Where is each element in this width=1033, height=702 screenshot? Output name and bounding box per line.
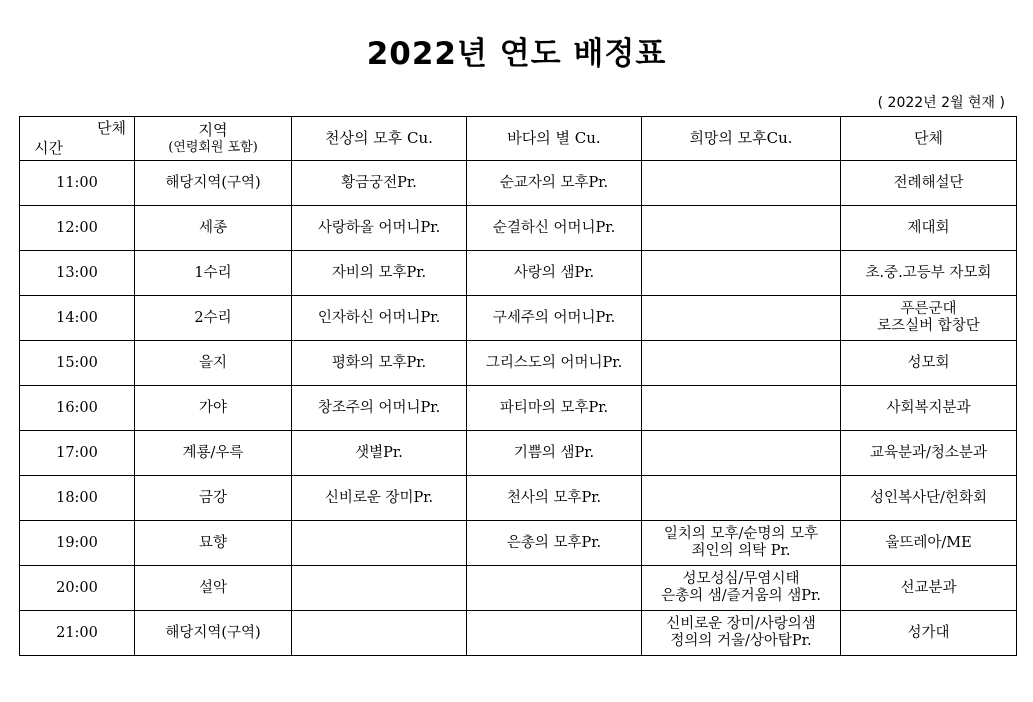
col4-cell <box>841 341 1017 386</box>
col4-header: 단체 <box>841 117 1017 161</box>
col2-cell: 구세주의 어머니Pr. <box>467 296 642 341</box>
region-cell: 묘향 <box>135 521 292 566</box>
table-row <box>20 161 1017 206</box>
corner-group-label: 단체 <box>97 119 126 137</box>
col4-cell <box>841 521 1017 566</box>
col2-header: 바다의 별 Cu. <box>467 117 642 161</box>
time-cell: 12:00 <box>20 206 135 251</box>
time-cell: 11:00 <box>20 161 135 206</box>
col1-cell: 평화의 모후Pr. <box>292 341 467 386</box>
table-row <box>20 476 1017 521</box>
col3-cell <box>642 611 841 656</box>
col2-cell: 순교자의 모후Pr. <box>467 161 642 206</box>
corner-header-cell <box>20 117 135 161</box>
region-cell: 1수리 <box>135 251 292 296</box>
col1-cell: 샛별Pr. <box>292 431 467 476</box>
col2-cell <box>467 566 642 611</box>
time-cell: 16:00 <box>20 386 135 431</box>
page-title: 2022년 연도 배정표 <box>366 36 667 72</box>
col1-cell: 창조주의 어머니Pr. <box>292 386 467 431</box>
header-row <box>20 117 1017 161</box>
col3-cell <box>642 386 841 431</box>
region-cell: 해당지역(구역) <box>135 611 292 656</box>
table-row <box>20 341 1017 386</box>
c4-line-1: 푸른군대 <box>900 301 957 317</box>
col2-cell: 순결하신 어머니Pr. <box>467 206 642 251</box>
time-cell: 21:00 <box>20 611 135 656</box>
region-cell: 세종 <box>135 206 292 251</box>
region-cell: 계룡/우륵 <box>135 431 292 476</box>
table-row <box>20 566 1017 611</box>
col3-cell <box>642 341 841 386</box>
col2-cell <box>467 611 642 656</box>
col1-header: 천상의 모후 Cu. <box>292 117 467 161</box>
table-row <box>20 386 1017 431</box>
c4-line-1: 초.중.고등부 자모회 <box>865 264 992 281</box>
col3-header: 희망의 모후Cu. <box>642 117 841 161</box>
col1-cell: 인자하신 어머니Pr. <box>292 296 467 341</box>
col3-cell <box>642 206 841 251</box>
region-cell: 설악 <box>135 566 292 611</box>
col4-cell <box>841 386 1017 431</box>
col2-cell: 은총의 모후Pr. <box>467 521 642 566</box>
c3-line-1: 신비로운 장미/사랑의샘 <box>666 616 816 632</box>
time-cell: 17:00 <box>20 431 135 476</box>
c4-line-1: 선교분과 <box>900 579 957 596</box>
c4-line-2: 로즈실버 합창단 <box>877 318 980 334</box>
c3-line-1: 성모성심/무염시태 <box>682 571 800 587</box>
col3-cell <box>642 476 841 521</box>
c4-line-1: 전례해설단 <box>893 174 964 191</box>
c4-line-1: 울뜨레아/ME <box>885 534 972 551</box>
time-cell: 13:00 <box>20 251 135 296</box>
col3-cell <box>642 161 841 206</box>
c4-line-1: 성가대 <box>907 624 950 641</box>
c3-line-2: 은총의 샘/즐거움의 샘Pr. <box>661 588 821 604</box>
time-cell: 20:00 <box>20 566 135 611</box>
col3-cell <box>642 251 841 296</box>
corner-time-label: 시간 <box>34 139 63 157</box>
region-cell: 2수리 <box>135 296 292 341</box>
region-cell: 가야 <box>135 386 292 431</box>
c4-line-1: 사회복지분과 <box>886 399 971 416</box>
col3-cell <box>642 566 841 611</box>
c3-line-2: 죄인의 의탁 Pr. <box>691 543 791 559</box>
col1-cell <box>292 566 467 611</box>
time-cell: 15:00 <box>20 341 135 386</box>
c4-line-1: 성인복사단/헌화회 <box>870 489 987 506</box>
col1-cell <box>292 611 467 656</box>
col4-cell <box>841 476 1017 521</box>
table-row <box>20 206 1017 251</box>
table-row <box>20 611 1017 656</box>
region-header-title: 지역 <box>198 120 228 139</box>
col1-cell: 자비의 모후Pr. <box>292 251 467 296</box>
time-cell: 14:00 <box>20 296 135 341</box>
col4-cell <box>841 566 1017 611</box>
c3-line-2: 정의의 거울/상아탑Pr. <box>670 633 812 649</box>
col2-cell: 파티마의 모후Pr. <box>467 386 642 431</box>
col1-cell: 신비로운 장미Pr. <box>292 476 467 521</box>
region-header <box>135 117 292 161</box>
table-row <box>20 521 1017 566</box>
col3-cell <box>642 431 841 476</box>
col3-cell <box>642 296 841 341</box>
table-row <box>20 296 1017 341</box>
time-cell: 18:00 <box>20 476 135 521</box>
col2-cell: 그리스도의 어머니Pr. <box>467 341 642 386</box>
schedule-table <box>19 116 1017 656</box>
col2-cell: 기쁨의 샘Pr. <box>467 431 642 476</box>
as-of-date: ( 2022년 2월 현재 ) <box>877 95 1005 111</box>
col2-cell: 사랑의 샘Pr. <box>467 251 642 296</box>
col4-cell <box>841 161 1017 206</box>
col4-cell <box>841 296 1017 341</box>
table-row <box>20 251 1017 296</box>
col3-cell <box>642 521 841 566</box>
col1-cell: 사랑하올 어머니Pr. <box>292 206 467 251</box>
table-row <box>20 431 1017 476</box>
col4-cell <box>841 611 1017 656</box>
c3-line-1: 일치의 모후/순명의 모후 <box>663 526 819 542</box>
region-cell: 을지 <box>135 341 292 386</box>
col1-cell: 황금궁전Pr. <box>292 161 467 206</box>
time-cell: 19:00 <box>20 521 135 566</box>
col4-cell <box>841 431 1017 476</box>
c4-line-1: 성모회 <box>907 354 950 371</box>
c4-line-1: 제대회 <box>907 219 950 236</box>
col1-cell <box>292 521 467 566</box>
col2-cell: 천사의 모후Pr. <box>467 476 642 521</box>
region-cell: 해당지역(구역) <box>135 161 292 206</box>
region-header-sub: (연령회원 포함) <box>168 139 258 155</box>
col4-cell <box>841 206 1017 251</box>
c4-line-1: 교육분과/청소분과 <box>870 444 987 461</box>
col4-cell <box>841 251 1017 296</box>
region-cell: 금강 <box>135 476 292 521</box>
